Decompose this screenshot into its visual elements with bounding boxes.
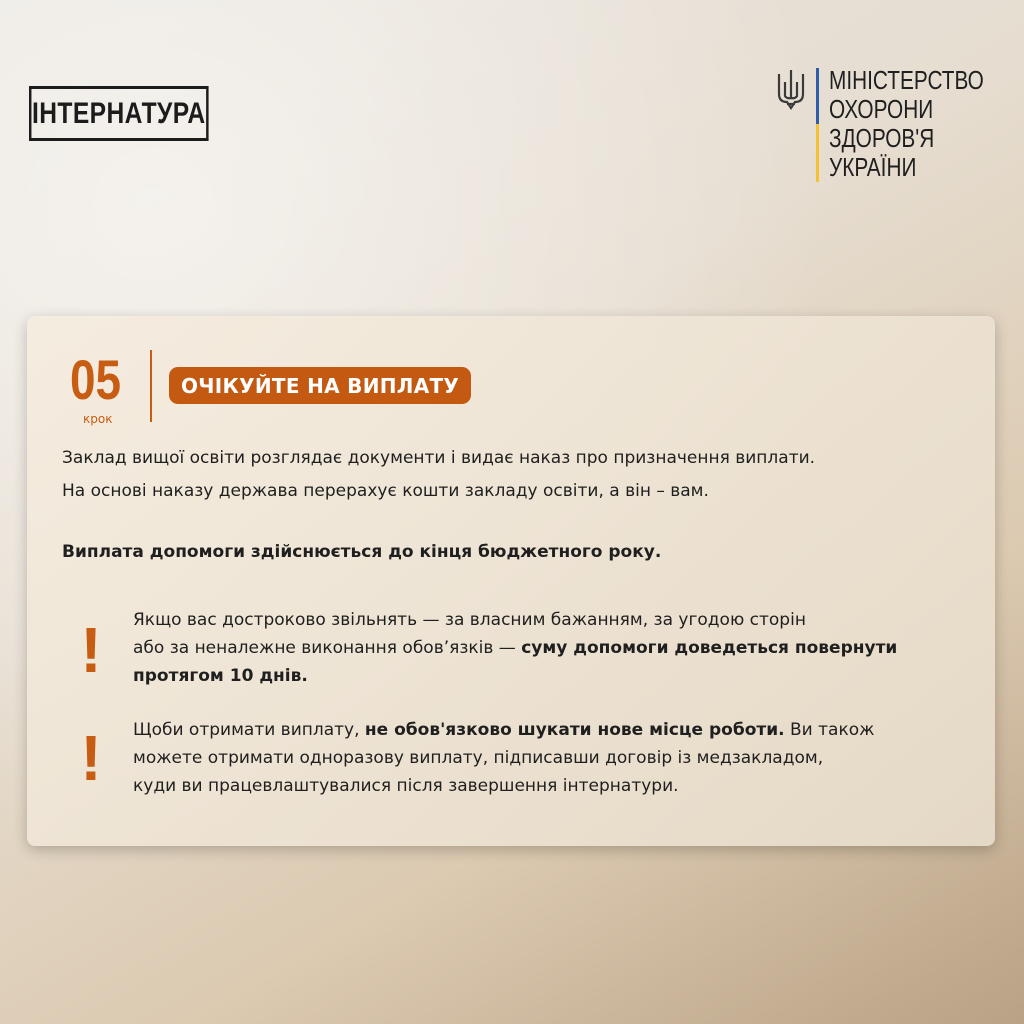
- intro-line: Заклад вищої освіти розглядає документи і видає наказ про призначення виплати.: [62, 448, 816, 468]
- trident-icon: [776, 68, 806, 112]
- flag-stripe-yellow: [816, 124, 819, 182]
- info-card: [27, 316, 995, 846]
- note-1: Якщо вас достроково звільнять — за власним бажанням, за угодою сторін або за неналежне виконання обов’язків — суму допомоги доведеться повернути протягом 10 днів.: [133, 610, 898, 686]
- ministry-name: МІНІСТЕРСТВО ОХОРОНИ ЗДОРОВ'Я УКРАЇНИ: [829, 65, 984, 182]
- section-badge: ІНТЕРНАТУРА: [29, 86, 209, 141]
- intro-line: На основі наказу держава перерахує кошти закладу освіти, а він – вам.: [62, 481, 709, 501]
- step-divider: [150, 350, 152, 422]
- exclamation-icon: !: [80, 614, 102, 686]
- ministry-logo: [776, 65, 984, 184]
- step-title: ОЧІКУЙТЕ НА ВИПЛАТУ: [169, 367, 471, 404]
- step-number: 05: [70, 348, 122, 411]
- flag-stripe-blue: [816, 68, 819, 124]
- exclamation-icon: !: [80, 722, 102, 794]
- step-label: крок: [83, 412, 113, 426]
- highlight-text: Виплата допомоги здійснюється до кінця бюджетного року.: [62, 542, 662, 562]
- note-2: Щоби отримати виплату, не обов'язково шукати нове місце роботи. Ви також можете отримати одноразову виплату, підписавши договір із медзакладом, куди ви працевлаштувалися після завершення інтернатури.: [133, 720, 875, 796]
